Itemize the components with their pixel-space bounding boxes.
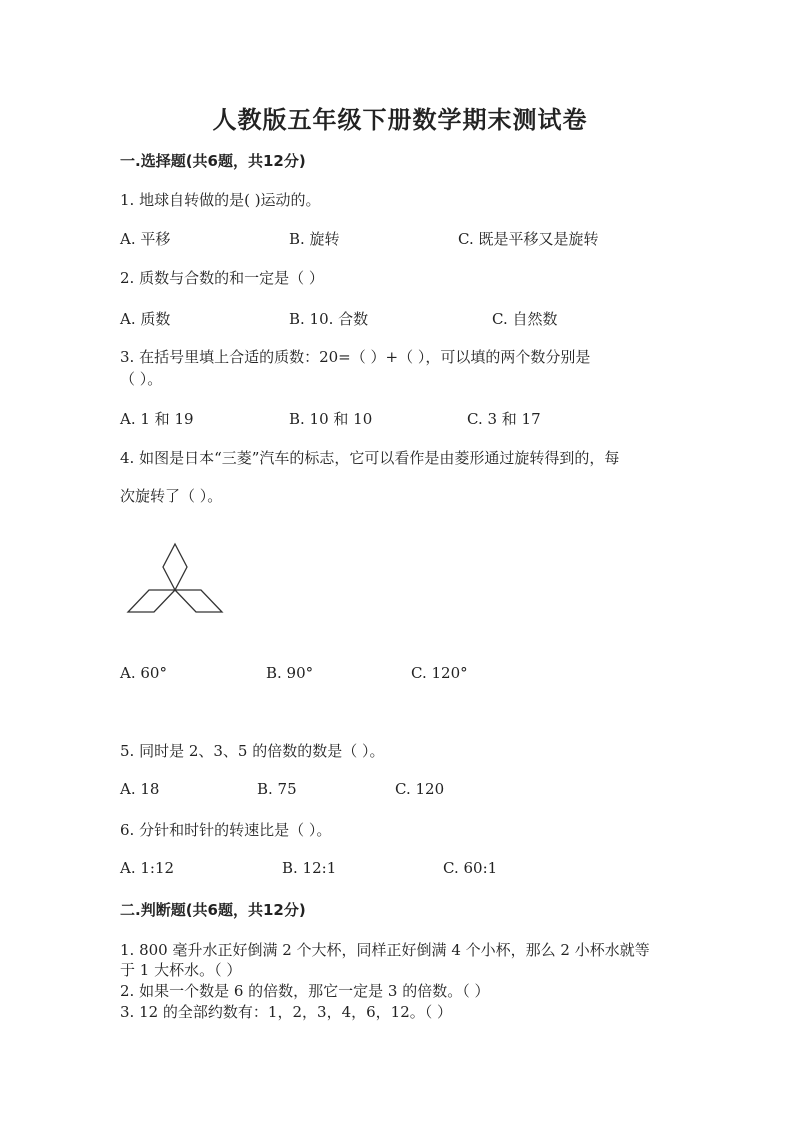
judgement-3: 3. 12 的全部约数有：1，2，3，4，6，12。（ ） <box>120 1003 453 1021</box>
judgement-1-line1: 1. 800 毫升水正好倒满 2 个大杯，同样正好倒满 4 个小杯，那么 2 小杯水就等 <box>120 941 650 959</box>
rhombus-left <box>128 590 175 612</box>
rhombus-right <box>175 590 222 612</box>
q1-option-a: A. 平移 <box>120 230 171 248</box>
question-5: 5. 同时是 2、3、5 的倍数的数是（ ）。 <box>120 742 385 760</box>
page-title: 人教版五年级下册数学期末测试卷 <box>212 105 588 134</box>
question-1: 1. 地球自转做的是( )运动的。 <box>120 191 321 209</box>
q4-option-a: A. 60° <box>120 664 167 682</box>
q3-option-a: A. 1 和 19 <box>120 410 194 428</box>
section-heading-choice: 一.选择题(共6题，共12分) <box>120 152 306 170</box>
question-4-line2: 次旋转了（ ）。 <box>120 487 223 505</box>
q5-option-a: A. 18 <box>120 780 160 798</box>
q1-option-c: C. 既是平移又是旋转 <box>458 230 599 248</box>
rhombus-top <box>163 544 187 590</box>
q4-option-c: C. 120° <box>411 664 468 682</box>
q2-option-c: C. 自然数 <box>492 310 558 328</box>
q6-option-b: B. 12:1 <box>282 859 337 877</box>
q3-option-b: B. 10 和 10 <box>289 410 373 428</box>
question-3-line2: （ ）。 <box>120 370 163 388</box>
q2-option-b: B. 10. 合数 <box>289 310 369 328</box>
section-heading-judgement: 二.判断题(共6题，共12分) <box>120 901 306 919</box>
q1-option-b: B. 旋转 <box>289 230 340 248</box>
judgement-1-line2: 于 1 大杯水。（ ） <box>120 961 242 979</box>
question-3-line1: 3. 在括号里填上合适的质数：20=（ ）+（ ），可以填的两个数分别是 <box>120 348 591 366</box>
mitsubishi-logo-figure <box>124 542 226 618</box>
q4-option-b: B. 90° <box>266 664 314 682</box>
question-6: 6. 分针和时针的转速比是（ ）。 <box>120 821 332 839</box>
q2-option-a: A. 质数 <box>120 310 171 328</box>
question-2: 2. 质数与合数的和一定是（ ） <box>120 269 324 287</box>
q3-option-c: C. 3 和 17 <box>467 410 541 428</box>
q5-option-b: B. 75 <box>257 780 297 798</box>
question-4-line1: 4. 如图是日本“三菱”汽车的标志，它可以看作是由菱形通过旋转得到的，每 <box>120 449 620 467</box>
q6-option-a: A. 1:12 <box>120 859 175 877</box>
q6-option-c: C. 60:1 <box>443 859 498 877</box>
q5-option-c: C. 120 <box>395 780 445 798</box>
judgement-2: 2. 如果一个数是 6 的倍数，那它一定是 3 的倍数。（ ） <box>120 982 490 1000</box>
